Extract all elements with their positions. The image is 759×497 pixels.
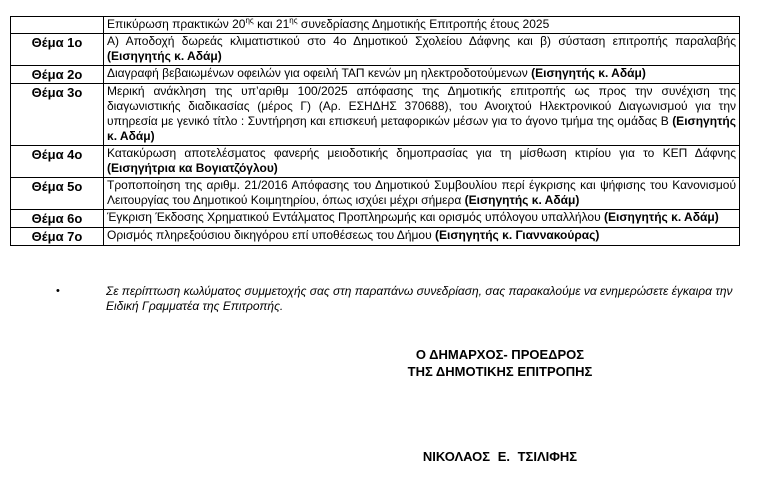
agenda-row-label: Θέμα 7ο (11, 228, 104, 246)
topic-rapporteur: (Εισηγητής κ. Αδάμ) (107, 114, 736, 143)
topic-description: Α) Αποδοχή δωρεάς κλιματιστικού στο 4ο Δημοτικού Σχολείου Δάφνης και β) σύσταση επιτροπής παραλαβής (107, 34, 736, 48)
agenda-row-text (104, 17, 740, 34)
agenda-table (10, 16, 740, 246)
agenda-row-label: Θέμα 5ο (11, 178, 104, 210)
agenda-row-topic-6 (11, 210, 740, 228)
topic-description: Ορισμός πληρεξούσιου δικηγόρου επί υποθέσεως του Δήμου (107, 228, 435, 242)
topic-description: Κατακύρωση αποτελέσματος φανερής μειοδοτικής δημοπρασίας για τη μίσθωση κτιρίου για το ΚΕΠ Δάφνης (107, 146, 736, 160)
agenda-row-topic-7 (11, 228, 740, 246)
agenda-row-text (104, 84, 740, 146)
agenda-row-label: Θέμα 4ο (11, 146, 104, 178)
topic-description: Διαγραφή βεβαιωμένων οφειλών για οφειλή ΤΑΠ κενών μη ηλεκτροδοτούμενων (107, 66, 532, 80)
topic-rapporteur: (Εισηγητής κ. Αδάμ) (107, 49, 222, 63)
topic-description: Μερική ανάκληση της υπ’αριθμ 100/2025 απόφασης της Δημοτικής επιτροπής ως προς την συνέχιση της διαγωνιστικής διαδικασίας (μέρος Γ) (Αρ. ΕΣΗΔΗΣ 370688), του Ανοιχτού Ηλεκτρονικού Διαγωνισμού για την υπηρεσία με γενικό τίτλο : Συντήρηση και επισκευή μεταφορικών μέσων για το άγονο τμήμα της ομάδας Β (107, 84, 736, 128)
topic-rapporteur: (Εισηγητής κ. Αδάμ) (464, 193, 580, 207)
agenda-row-label (11, 17, 104, 34)
agenda-row-text (104, 146, 740, 178)
agenda-row-label: Θέμα 6ο (11, 210, 104, 228)
agenda-row-topic-4 (11, 146, 740, 178)
agenda-row-topic-5 (11, 178, 740, 210)
agenda-row-text (104, 228, 740, 246)
topic-rapporteur: (Εισηγητής κ. Αδάμ) (531, 66, 646, 80)
topic-rapporteur: (Εισηγητής κ. Αδάμ) (603, 210, 719, 224)
minutes-text-start: Επικύρωση πρακτικών 20 (107, 17, 246, 31)
bullet-icon: • (56, 285, 60, 297)
agenda-row-label: Θέμα 2ο (11, 66, 104, 84)
agenda-row-text (104, 66, 740, 84)
signatory-name: ΝΙΚΟΛΑΟΣ Ε. ΤΣΙΛΙΦΗΣ (422, 449, 578, 464)
minutes-text-mid: και 21 (253, 17, 290, 31)
signature-title-line-1: Ο ΔΗΜΑΡΧΟΣ- ΠΡΟΕΔΡΟΣ (415, 347, 585, 362)
agenda-row-topic-1 (11, 34, 740, 66)
agenda-row-text (104, 210, 740, 228)
agenda-row-text (104, 34, 740, 66)
agenda-row-minutes (11, 17, 740, 34)
signature-title (360, 346, 640, 380)
minutes-text-end: συνεδρίασης Δημοτικής Επιτροπής έτους 2025 (297, 17, 550, 31)
signature-title-line-2: ΤΗΣ ΔΗΜΟΤΙΚΗΣ ΕΠΙΤΡΟΠΗΣ (407, 364, 593, 379)
agenda-row-label: Θέμα 1ο (11, 34, 104, 66)
notice-paragraph (56, 284, 746, 314)
topic-rapporteur: (Εισηγήτρια κα Βογιατζόγλου) (107, 161, 278, 175)
topic-description: Τροποποίηση της αριθμ. 21/2016 Απόφασης του Δημοτικού Συμβουλίου περί έγκρισης και ψήφισης του Κανονισμού Λειτουργίας του Δημοτικού Κοιμητηρίου, όπως ισχύει μέχρι σήμερα (107, 178, 736, 207)
agenda-row-topic-3 (11, 84, 740, 146)
agenda-row-text (104, 178, 740, 210)
topic-description: Έγκριση Έκδοσης Χρηματικού Εντάλματος Προπληρωμής και ορισμός υπόλογου υπαλλήλου (107, 210, 604, 224)
topic-rapporteur: (Εισηγητής κ. Γιαννακούρας) (434, 228, 600, 242)
notice-text: Σε περίπτωση κωλύματος συμμετοχής σας στη παραπάνω συνεδρίαση, σας παρακαλούμε να ενημερώσετε έγκαιρα την Ειδική Γραμματέα της Επιτροπής. (106, 284, 733, 313)
agenda-row-topic-2 (11, 66, 740, 84)
ordinal-suffix: ης (289, 16, 298, 25)
ordinal-suffix: ης (245, 16, 254, 25)
agenda-row-label: Θέμα 3ο (11, 84, 104, 146)
